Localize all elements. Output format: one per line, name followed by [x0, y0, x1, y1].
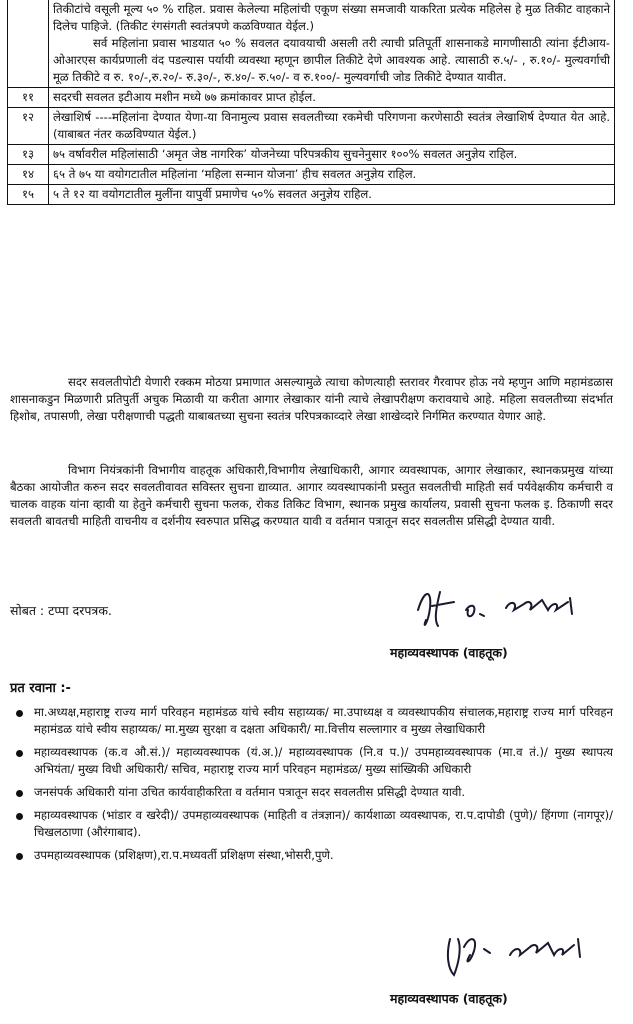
bullet-icon	[16, 813, 23, 820]
signatory-title-2: महाव्यवस्थापक (वाहतूक)	[390, 991, 508, 1006]
bullet-icon	[16, 750, 23, 757]
row-number-empty	[8, 0, 49, 88]
copy-recipient-text: महाव्यवस्थापक (भांडार व खरेदी)/ उपमहाव्यवस्थापक (माहिती व तंत्रज्ञान)/ कार्यशाळा व्यवस्थापक, रा.प.दापोडी (पुणे)/ हिंगणा (नागपूर)/ चिखलठाणा (औरंगाबाद).	[34, 808, 613, 839]
row-text: सदरची सवलत इटीआय मशीन मध्ये ७७ क्रमांकावर प्राप्त होईल.	[49, 88, 615, 108]
row-text: लेखाशिर्ष ----महिलांना देण्यात येणा-या विनामुल्य प्रवास सवलतीच्या रकमेची परिगणना करणेसाठी स्वतंत्र लेखाशिर्ष देण्यात येत आहे. (याबाबत नंतर कळविण्यात येईल.)	[49, 108, 615, 145]
list-item	[10, 704, 613, 738]
list-item	[10, 847, 613, 864]
copy-to-heading: प्रत रवाना :-	[10, 681, 71, 696]
row-number: ११	[8, 88, 49, 108]
table-row	[8, 0, 615, 88]
continued-text-1: तिकीटांचे वसूली मूल्य ५० % राहिल. प्रवास केलेल्या महिलांची एकूण संख्या समजावी याकरिता प्रत्येक महिलेस हे मुळ तिकीट वाहकाने दिलेच पाहिजे. (तिकीट रंगसंगती स्वतंत्रपणे कळविण्यात येईल.)	[53, 2, 610, 33]
row-number: १२	[8, 108, 49, 145]
bullet-icon	[16, 710, 23, 717]
row-number: १४	[8, 165, 49, 185]
list-item	[10, 744, 613, 778]
row-text: ५ ते १२ या वयोगटातील मुलींना यापुर्वी प्रमाणेच ५०% सवलत अनुज्ञेय राहिल.	[49, 185, 615, 205]
rules-table	[7, 0, 615, 205]
table-row	[8, 185, 615, 205]
enclosure-note: सोबत : टप्पा दरपत्रक.	[10, 603, 112, 618]
table-row	[8, 145, 615, 165]
signature-2	[440, 925, 610, 985]
paragraph-instructions: विभाग नियंत्रकांनी विभागीय वाहतूक अधिकारी,विभागीय लेखाधिकारी, आगार व्यवस्थापक, आगार लेखाकार, स्थानकप्रमुख यांच्या बैठका आयोजीत करुन सदर सवलतीवावत सविस्तर सुचना द्याव्यात. आगार व्यवस्थापकांनी प्रस्तुत सवलतीची माहिती सर्व पर्यवेक्षकीय कर्मचारी व चालक वाहक यांना व्हावी या हेतुने कर्मचारी सुचना फलक, रोकड तिकिट विभाग, स्थानक प्रमुख कार्यालय, प्रवासी सुचना फलक इ. ठिकाणी सदर सवलती बावतची माहिती वाचनीय व दर्शनीय स्वरुपात प्रसिद्ध करण्यात यावी व वर्तमान पत्रातून सदर सवलतीस प्रसिद्धी देण्यात यावी.	[10, 463, 613, 528]
copy-recipient-text: उपमहाव्यवस्थापक (प्रशिक्षण),रा.प.मध्यवर्ती प्रशिक्षण संस्था,भोसरी,पुणे.	[34, 848, 334, 862]
copy-recipient-text: महाव्यवस्थापक (क.व औ.सं.)/ महाव्यवस्थापक (यं.अ.)/ महाव्यवस्थापक (नि.व प.)/ उपमहाव्यवस्थापक (मा.व तं.)/ मुख्य स्थापत्य अभियंता/ मुख्य विधी अधिकारी/ सचिव, महाराष्ट्र राज्य मार्ग परिवहन महामंडळ/ मुख्य सांख्यिकी अधिकारी	[34, 745, 613, 776]
table-row	[8, 165, 615, 185]
continued-cell	[49, 0, 615, 88]
continued-text-2: सर्व महिलांना प्रवास भाडयात ५० % सवलत दयावयाची असली तरी त्याची प्रतिपूर्ती शासनाकडे मागणीसाठी त्यांना ईटीआय-ओआरएस कार्यप्रणाली वंद पडल्यास पर्यायी व्यवस्था म्हणून छापील तिकीटे देणे आवश्यक आहे. त्यासाठी रु.५/- , रु.१०/- मुल्यवर्गाची मूळ तिकीटे व रु. १०/-,रु.२०/- रु.३०/-, रु.४०/- रु.५०/- व रु.१००/- मुल्यवर्गाची जोड तिकीटे देण्यात यावीत.	[53, 36, 610, 84]
copy-recipient-text: मा.अध्यक्ष,महाराष्ट्र राज्य मार्ग परिवहन महामंडळ यांचे स्वीय सहाय्यक/ मा.उपाध्यक्ष व व्यवस्थापकीय संचालक,महाराष्ट्र राज्य मार्ग परिवहन महामंडळ यांचे स्वीय सहाय्यक/ मा.मुख्य सुरक्षा व दक्षता अधिकारी/ मा.वित्तीय सल्लागार व मुख्य लेखाधिकारी	[34, 705, 613, 736]
table-row	[8, 88, 615, 108]
paragraph-audit: सदर सवलतीपोटी येणारी रक्कम मोठया प्रमाणात असल्यामुळे त्याचा कोणत्याही स्तरावर गैरवापर होऊ नये म्हणुन आणि महामंडळास शासनाकडुन मिळणारी प्रतिपुर्ती अचुक मिळावी या करीता आगार लेखाकार यांनी त्याचे लेखापरीक्षण करावयाचे आहे. महिला सवलतीच्या संदर्भात हिशोब, तपासणी, लेखा परीक्षणाची पद्धती याबाबतच्या सुचना स्वतंत्र परिपत्रकाव्दारे लेखा शाखेव्दारे निर्गमित करण्यात येणार आहे.	[10, 375, 613, 423]
signatory-title-1: महाव्यवस्थापक (वाहतूक)	[390, 645, 508, 660]
signature-1	[410, 580, 600, 636]
row-text: ६५ ते ७५ या वयोगटातील महिलांना ‘महिला सन्मान योजना’ हीच सवलत अनुज्ञेय राहिल.	[49, 165, 615, 185]
list-item	[10, 784, 613, 801]
row-number: १५	[8, 185, 49, 205]
row-text: ७५ वर्षावरील महिलांसाठी ‘अमृत जेष्ठ नागरिक’ योजनेच्या परिपत्रकीय सुचनेनुसार १००% सवलत अनुज्ञेय राहिल.	[49, 145, 615, 165]
row-number: १३	[8, 145, 49, 165]
copy-recipient-text: जनसंपर्क अधिकारी यांना उचित कार्यवाहीकरिता व वर्तमान पत्रातून सदर सवलतीस प्रसिद्धी देण्यात यावी.	[34, 785, 466, 799]
list-item	[10, 807, 613, 841]
table-row	[8, 108, 615, 145]
bullet-icon	[16, 790, 23, 797]
bullet-icon	[16, 853, 23, 860]
copy-to-list	[10, 704, 613, 870]
